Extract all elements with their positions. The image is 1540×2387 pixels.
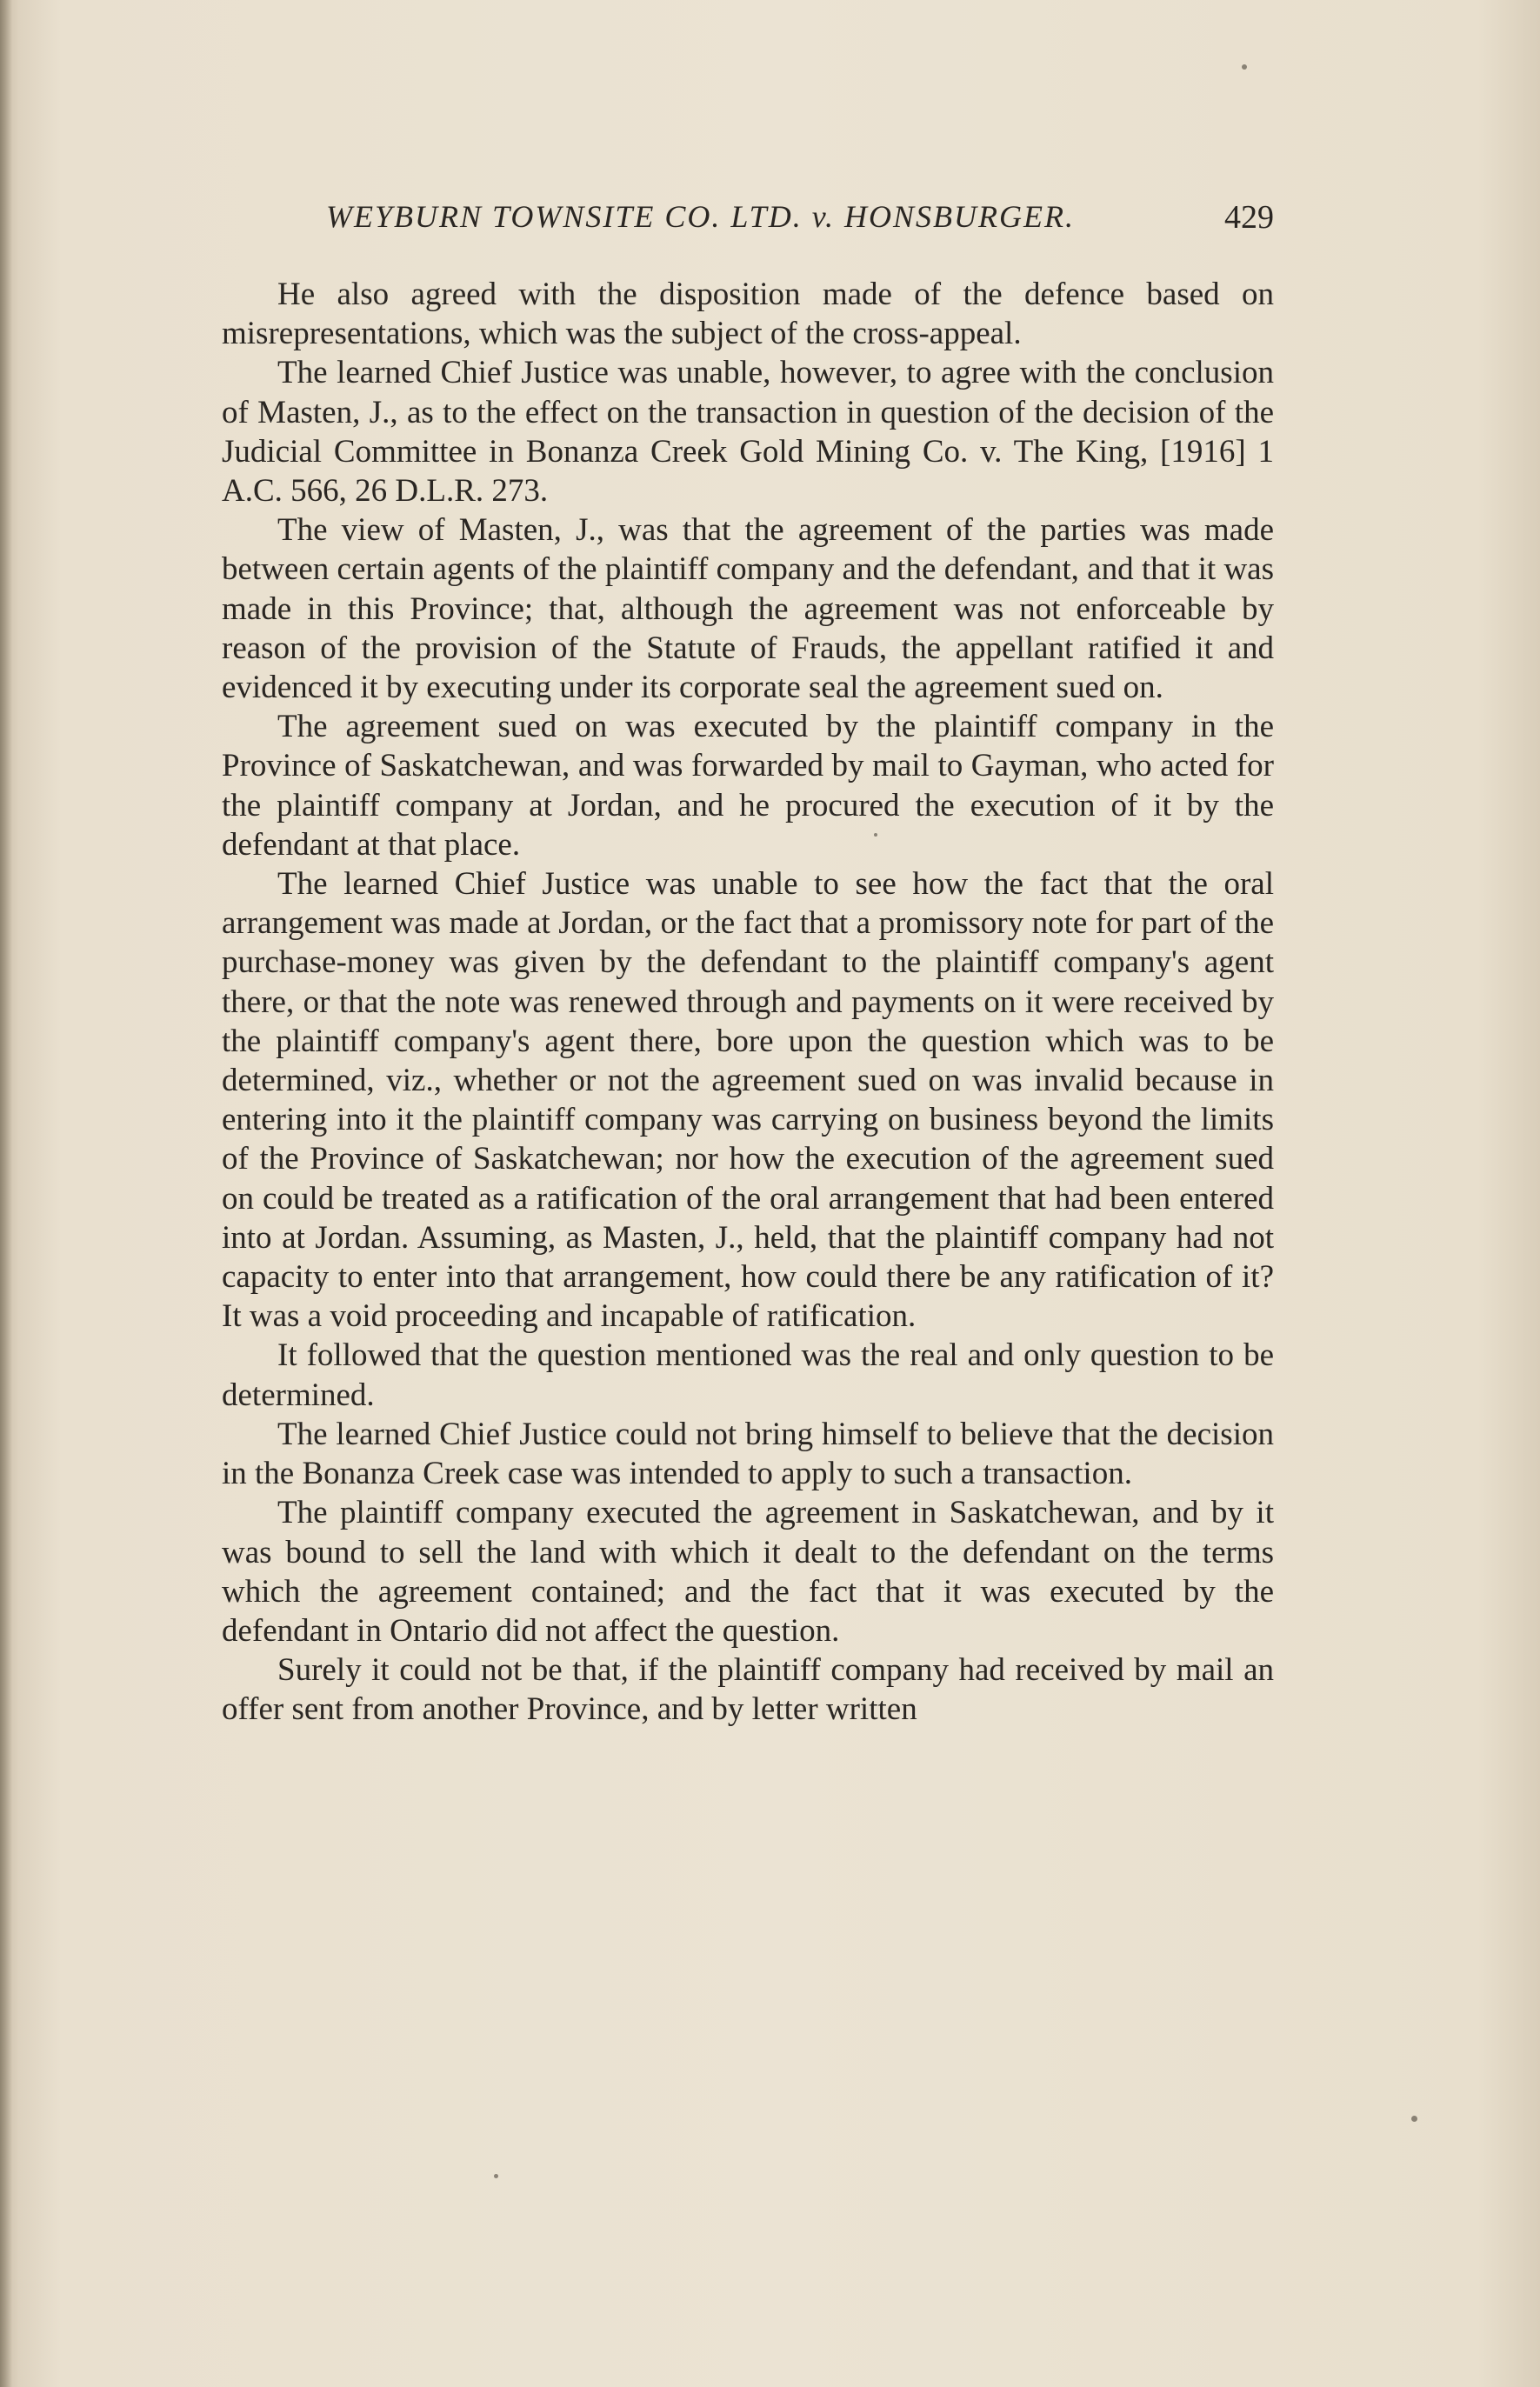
paragraph: The plaintiff company executed the agreement in Saskatchewan, and by it was bound to sell the land with which it dealt to the defendant on the terms which the agreement contained; and the fact that it was executed by the defendant in Ontario did not affect the question. bbox=[222, 1495, 1274, 1649]
paragraph: Surely it could not be that, if the plaintiff company had received by mail an offer sent from another Province, and by letter written bbox=[222, 1652, 1274, 1728]
running-head: WEYBURN TOWNSITE CO. LTD. v. HONSBURGER. bbox=[326, 199, 1075, 234]
paper-speck bbox=[1411, 2116, 1417, 2122]
page-header bbox=[222, 193, 1274, 245]
paragraph: It followed that the question mentioned was the real and only question to be determined. bbox=[222, 1337, 1274, 1413]
paragraph: The learned Chief Justice was unable to see how the fact that the oral arrangement was made at Jordan, or the fact that a promissory note for part of the purchase-money was given by the defendant to the plaintiff company's agent there, or that the note was renewed through and payments on it were received by the plaintiff company's agent there, bore upon the question which was to be determined, viz., whether or not the agreement sued on was invalid because in entering into it the plaintiff company was carrying on business beyond the limits of the Province of Saskatchewan; nor how the execution of the agreement sued on could be treated as a ratification of the oral arrangement that had been entered into at Jordan. Assuming, as Masten, J., held, that the plaintiff company had not capacity to enter into that arrangement, how could there be any ratification of it? It was a void proceeding and incapable of ratification. bbox=[222, 866, 1274, 1335]
paragraph: The view of Masten, J., was that the agreement of the parties was made between certain agents of the plaintiff company and the defendant, and that it was made in this Province; that, although the agreement was not enforceable by reason of the provision of the Statute of Frauds, the appellant ratified it and evidenced it by executing under its corporate seal the agreement sued on. bbox=[222, 512, 1274, 706]
body-text bbox=[222, 275, 1274, 1730]
paragraph: He also agreed with the disposition made of the defence based on misrepresentations, which was the subject of the cross-appeal. bbox=[222, 277, 1274, 352]
paragraph: The agreement sued on was executed by the plaintiff company in the Province of Saskatchewan, and was forwarded by mail to Gayman, who acted for the plaintiff company at Jordan, and he procured the execution of it by the defendant at that place. bbox=[222, 709, 1274, 863]
page-number: 429 bbox=[1224, 199, 1274, 236]
paragraph: The learned Chief Justice was unable, however, to agree with the conclusion of Masten, J., as to the effect on the transaction in question of the decision of the Judicial Committee in Bonanza Creek Gold Mining Co. v. The King, [1916] 1 A.C. 566, 26 D.L.R. 273. bbox=[222, 355, 1274, 510]
paper-speck bbox=[494, 2174, 498, 2178]
binding-edge-shadow bbox=[0, 0, 12, 2387]
paragraph: The learned Chief Justice could not bring himself to believe that the decision in the Bonanza Creek case was intended to apply to such a transaction. bbox=[222, 1416, 1274, 1492]
paper-speck bbox=[874, 833, 877, 837]
paper-speck bbox=[1242, 64, 1247, 70]
